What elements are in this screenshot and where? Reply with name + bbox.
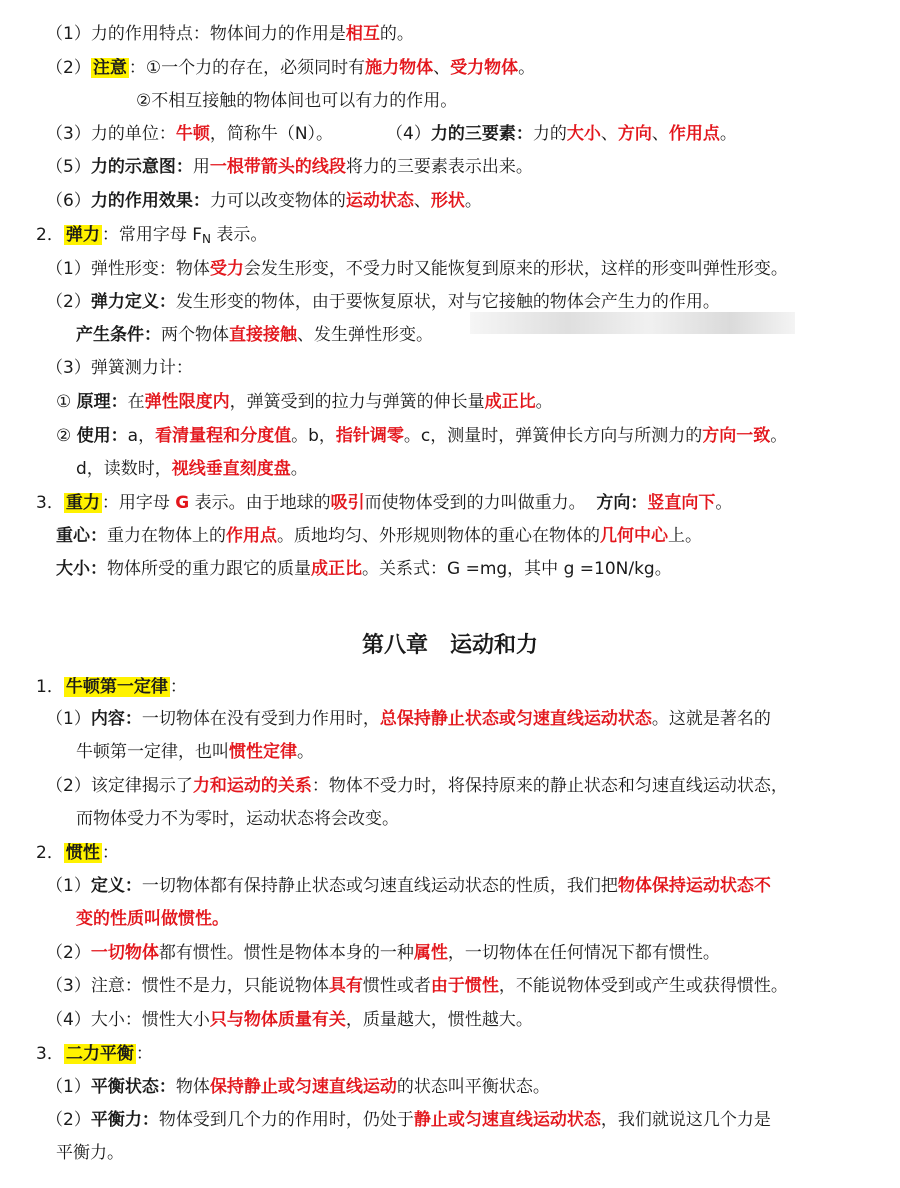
text-segment: （1）力的作用特点：物体间力的作用是: [46, 24, 346, 44]
text-segment: 惯性或者: [362, 976, 431, 996]
text-segment: 3．: [36, 493, 64, 513]
text-segment: ，不能说物体受到或产生或获得惯性。: [498, 976, 788, 996]
text-segment: 两个物体: [161, 325, 229, 345]
line-28: [46, 970, 788, 1002]
text-segment: 的状态叫平衡状态。: [396, 1077, 550, 1097]
line-1: [46, 18, 414, 50]
bold-label: 弹力定义：: [90, 292, 176, 312]
bold-label: 力的示意图：: [90, 157, 193, 177]
bold-label: 力的三要素：: [430, 124, 533, 144]
emphasis-text: 只与物体质量有关: [209, 1010, 346, 1030]
emphasis-text: 竖直向下: [647, 493, 716, 513]
line-26: [76, 903, 229, 935]
text-segment: ：用字母: [101, 493, 176, 513]
highlighted-heading: 牛顿第一定律: [65, 677, 168, 697]
emphasis-text: 方向一致: [702, 426, 771, 446]
emphasis-text: 视线垂直刻度盘: [171, 459, 291, 479]
emphasis-text: 由于惯性: [430, 976, 499, 996]
text-segment: 2．: [36, 843, 64, 863]
line-20: [46, 703, 771, 735]
line-23: [76, 803, 399, 835]
text-segment: （3）弹簧测力计：: [46, 358, 193, 378]
emphasis-text: 一切物体: [90, 943, 159, 963]
line-7: [46, 185, 482, 217]
line-12: [46, 352, 193, 384]
text-segment: （1）弹性形变：物体: [46, 259, 210, 279]
emphasis-text: 受力物体: [450, 58, 519, 78]
line-27: [46, 937, 720, 969]
bold-label: 平衡力：: [90, 1110, 159, 1130]
text-segment: 在: [127, 392, 145, 412]
bold-label: 定义：: [90, 876, 142, 896]
line-13: [56, 386, 553, 418]
text-segment: ，简称牛（N）。: [209, 124, 334, 144]
highlighted-heading: 二力平衡: [65, 1044, 134, 1064]
line-4: [46, 118, 333, 150]
line-16: [36, 487, 732, 519]
text-segment: 会发生形变，不受力时又能恢复到原来的形状，这样的形变叫弹性形变。: [243, 259, 788, 279]
text-segment: 、: [413, 191, 431, 211]
line-21: [76, 736, 314, 768]
emphasis-text: 变的性质叫做惯性。: [76, 909, 229, 929]
text-segment: 都有惯性。惯性是物体本身的一种: [158, 943, 414, 963]
text-segment: 上。: [668, 526, 702, 546]
emphasis-text: 直接接触: [229, 325, 297, 345]
line-9: [46, 253, 788, 285]
text-segment: 一切物体在没有受到力作用时，: [141, 709, 380, 729]
text-segment: 3．: [36, 1044, 64, 1064]
text-segment: 。: [715, 493, 733, 513]
line-6: [46, 151, 533, 183]
text-segment: 物体: [175, 1077, 210, 1097]
text-segment: ①: [56, 392, 77, 412]
text-segment: 发生形变的物体，由于要恢复原状，对与它接触的物体会产生力的作用。: [175, 292, 720, 312]
line-3: [136, 85, 457, 117]
text-segment: （2）: [46, 1110, 91, 1130]
line-2: [46, 52, 535, 84]
text-segment: 。: [297, 742, 314, 762]
bold-label: 产生条件：: [76, 325, 161, 345]
text-segment: 。关系式：G =mg，其中 g =10N/kg。: [362, 559, 672, 579]
text-segment: 、: [433, 58, 451, 78]
line-15: [76, 453, 308, 485]
highlighted-heading: 弹力: [65, 225, 100, 245]
emphasis-text: 看清量程和分度值: [155, 426, 292, 446]
emphasis-text: 弹性限度内: [144, 392, 230, 412]
emphasis-text: 惯性定律: [229, 742, 297, 762]
line-17: [56, 520, 702, 552]
text-segment: （4）: [386, 124, 431, 144]
highlighted-heading: 重力: [65, 493, 100, 513]
emphasis-text: 方向: [617, 124, 652, 144]
bold-label: 使用：: [76, 426, 128, 446]
bold-label: 内容：: [90, 709, 142, 729]
text-segment: ，我们就说这几个力是: [600, 1110, 771, 1130]
emphasis-text: 保持静止或匀速直线运动: [209, 1077, 397, 1097]
line-5: [386, 118, 737, 150]
text-segment: ，一切物体在任何情况下都有惯性。: [447, 943, 720, 963]
bold-label: 重心：: [56, 526, 107, 546]
text-segment: 、发生弹性形变。: [297, 325, 433, 345]
text-segment: ②不相互接触的物体间也可以有力的作用。: [136, 91, 458, 111]
text-segment: （2）: [46, 58, 91, 78]
chapter-title: 第八章 运动和力: [361, 633, 538, 658]
emphasis-text: 形状: [430, 191, 465, 211]
text-segment: 。b，: [291, 426, 336, 446]
text-segment: （2）: [46, 292, 91, 312]
text-segment: 将力的三要素表示出来。: [345, 157, 533, 177]
text-segment: 1．: [36, 677, 64, 697]
text-segment: 而物体受力不为零时，运动状态将会改变。: [76, 809, 399, 829]
text-segment: （3）力的单位：: [46, 124, 176, 144]
text-segment: （2）: [46, 943, 91, 963]
text-segment: 。质地均匀、外形规则物体的重心在物体的: [277, 526, 600, 546]
text-segment: 。: [518, 58, 536, 78]
highlighted-heading: 惯性: [65, 843, 100, 863]
emphasis-text: G: [175, 493, 190, 513]
text-segment: 、: [651, 124, 669, 144]
text-segment: 2．: [36, 225, 64, 245]
text-segment: 。: [535, 392, 553, 412]
line-24: [36, 837, 119, 869]
emphasis-text: 几何中心: [600, 526, 668, 546]
text-segment: a，: [127, 426, 156, 446]
highlighted-heading: 注意: [92, 58, 127, 78]
text-segment: 力的: [532, 124, 567, 144]
line-32: [46, 1104, 771, 1136]
emphasis-text: 属性: [413, 943, 448, 963]
bold-label: 方向：: [596, 493, 648, 513]
text-segment: 一切物体都有保持静止状态或匀速直线运动状态的性质，我们把: [141, 876, 618, 896]
emphasis-text: 总保持静止状态或匀速直线运动状态: [379, 709, 652, 729]
text-segment: N: [202, 232, 211, 246]
line-31: [46, 1071, 550, 1103]
text-segment: （1）: [46, 1077, 91, 1097]
text-segment: 力可以改变物体的: [209, 191, 346, 211]
line-30: [36, 1038, 153, 1070]
text-segment: 。: [290, 459, 308, 479]
line-11: [76, 319, 433, 351]
emphasis-text: 成正比: [484, 392, 536, 412]
text-segment: （2）该定律揭示了: [46, 776, 193, 796]
text-segment: ，弹簧受到的拉力与弹簧的伸长量: [229, 392, 485, 412]
emphasis-text: 大小: [566, 124, 601, 144]
emphasis-text: 吸引: [330, 493, 365, 513]
emphasis-text: 相互: [345, 24, 380, 44]
line-33: [56, 1137, 124, 1169]
text-segment: （4）大小：惯性大小: [46, 1010, 210, 1030]
text-segment: （5）: [46, 157, 91, 177]
text-segment: （1）: [46, 876, 91, 896]
line-25: [46, 870, 771, 902]
emphasis-text: 作用点: [226, 526, 277, 546]
line-22: [46, 770, 788, 802]
text-segment: ：①一个力的存在，必须同时有: [128, 58, 366, 78]
emphasis-text: 指针调零: [335, 426, 404, 446]
emphasis-text: 运动状态: [345, 191, 414, 211]
line-14: [56, 420, 787, 452]
text-segment: 物体受到几个力的作用时，仍处于: [158, 1110, 414, 1130]
line-19: [36, 671, 187, 703]
line-29: [46, 1004, 533, 1036]
text-segment: d，读数时，: [76, 459, 172, 479]
text-segment: ：: [135, 1044, 153, 1064]
text-segment: （1）: [46, 709, 91, 729]
text-segment: 重力在物体上的: [107, 526, 226, 546]
smudge-overlay: [470, 312, 795, 334]
bold-label: 力的作用效果：: [90, 191, 210, 211]
text-segment: （6）: [46, 191, 91, 211]
text-segment: ：: [169, 677, 187, 697]
text-segment: ：物体不受力时，将保持原来的静止状态和匀速直线运动状态，: [311, 776, 788, 796]
text-segment: 。: [770, 426, 788, 446]
emphasis-text: 受力: [209, 259, 244, 279]
text-segment: ，质量越大，惯性越大。: [345, 1010, 533, 1030]
emphasis-text: 物体保持运动状态不: [617, 876, 771, 896]
emphasis-text: 成正比: [311, 559, 362, 579]
text-segment: 用: [192, 157, 210, 177]
text-segment: 牛顿第一定律，也叫: [76, 742, 229, 762]
emphasis-text: 牛顿: [175, 124, 210, 144]
text-segment: 表示。由于地球的: [189, 493, 331, 513]
emphasis-text: 静止或匀速直线运动状态: [413, 1110, 601, 1130]
bold-label: 原理：: [76, 392, 128, 412]
emphasis-text: 作用点: [668, 124, 720, 144]
emphasis-text: 施力物体: [365, 58, 434, 78]
text-segment: （3）注意：惯性不是力，只能说物体: [46, 976, 329, 996]
text-segment: 的。: [379, 24, 414, 44]
emphasis-text: 一根带箭头的线段: [209, 157, 346, 177]
text-segment: ：: [101, 843, 119, 863]
bold-label: 平衡状态：: [90, 1077, 176, 1097]
text-segment: 平衡力。: [56, 1143, 124, 1163]
text-segment: ②: [56, 426, 77, 446]
text-segment: 。: [719, 124, 737, 144]
text-segment: 。: [464, 191, 482, 211]
text-segment: 、: [600, 124, 618, 144]
line-18: [56, 553, 672, 585]
emphasis-text: 力和运动的关系: [192, 776, 312, 796]
text-segment: 。c，测量时，弹簧伸长方向与所测力的: [403, 426, 703, 446]
bold-label: 大小：: [56, 559, 107, 579]
line-8: [36, 219, 267, 251]
emphasis-text: 具有: [328, 976, 363, 996]
text-segment: ：常用字母 F: [101, 225, 203, 245]
text-segment: 物体所受的重力跟它的质量: [107, 559, 311, 579]
text-segment: 。这就是著名的: [651, 709, 771, 729]
text-segment: 而使物体受到的力叫做重力。: [364, 493, 597, 513]
text-segment: 表示。: [211, 225, 268, 245]
